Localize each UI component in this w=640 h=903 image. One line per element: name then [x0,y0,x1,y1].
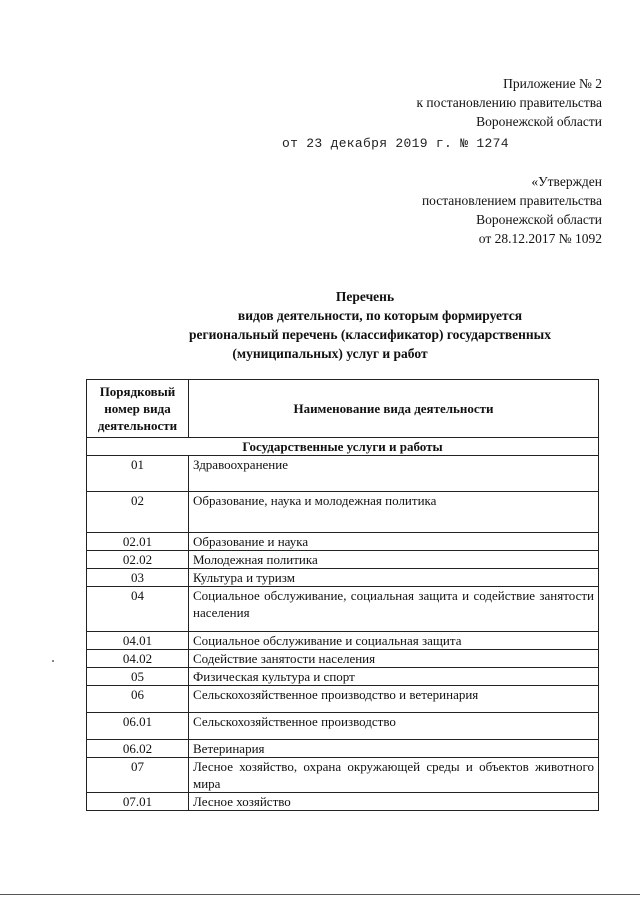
approved-header [422,172,602,248]
row-name: Содействие занятости населения [189,650,599,668]
row-number: 06 [87,686,189,713]
table-row [87,668,599,686]
row-name: Сельскохозяйственное производство [189,713,599,740]
table-row [87,686,599,713]
row-number: 02 [87,492,189,533]
table-row [87,569,599,587]
row-name: Образование, наука и молодежная политика [189,492,599,533]
row-name: Физическая культура и спорт [189,668,599,686]
approved-line-2: постановлением правительства [421,193,602,208]
title-line-4: (муниципальных) услуг и работ [232,346,428,361]
date-stamp: от 23 декабря 2019 г. № 1274 [282,136,509,151]
table-row [87,650,599,668]
row-number: 01 [87,456,189,492]
row-number: 06.01 [87,713,189,740]
row-name: Социальное обслуживание, социальная защита и содействие занятости населения [189,587,599,632]
row-number: 07 [87,758,189,793]
approved-line-1: «Утвержден [531,174,602,189]
row-number: 04 [87,587,189,632]
row-number: 03 [87,569,189,587]
section-row [87,438,599,456]
row-number: 04.02 [87,650,189,668]
row-name: Ветеринария [189,740,599,758]
appendix-line-2: к постановлению правительства [416,95,602,110]
approved-line-4: от 28.12.2017 № 1092 [478,231,602,246]
row-name: Культура и туризм [189,569,599,587]
table-header-row [87,380,599,438]
appendix-header [416,74,602,131]
table-row [87,551,599,569]
approved-line-3: Воронежской области [476,212,602,227]
row-name: Социальное обслуживание и социальная защита [189,632,599,650]
row-name: Образование и наука [189,533,599,551]
table-row [87,533,599,551]
appendix-line-1: Приложение № 2 [503,76,602,91]
row-name: Сельскохозяйственное производство и ветеринария [189,686,599,713]
row-name: Здравоохранение [189,456,599,492]
table-row [87,587,599,632]
row-number: 06.02 [87,740,189,758]
row-number: 02.01 [87,533,189,551]
appendix-line-3: Воронежской области [476,114,602,129]
document-title [0,287,640,363]
row-number: 04.01 [87,632,189,650]
scan-edge-line [0,894,640,895]
section-title: Государственные услуги и работы [87,438,599,456]
scan-speck [52,660,54,662]
row-name: Лесное хозяйство [189,793,599,811]
row-number: 02.02 [87,551,189,569]
table-row [87,740,599,758]
activity-table [86,379,599,811]
title-line-2: видов деятельности, по которым формируется [237,308,523,323]
table-row [87,713,599,740]
header-name: Наименование вида деятельности [189,380,599,438]
row-name: Молодежная политика [189,551,599,569]
table-row [87,793,599,811]
table-row [87,492,599,533]
header-number: Порядковый номер вида деятельности [87,380,189,438]
table-row [87,758,599,793]
table-row [87,456,599,492]
row-name: Лесное хозяйство, охрана окружающей среды и объектов животного мира [189,758,599,793]
table-row [87,632,599,650]
title-line-1: Перечень [335,289,395,304]
title-line-3: региональный перечень (классификатор) государственных [189,327,551,342]
row-number: 07.01 [87,793,189,811]
row-number: 05 [87,668,189,686]
